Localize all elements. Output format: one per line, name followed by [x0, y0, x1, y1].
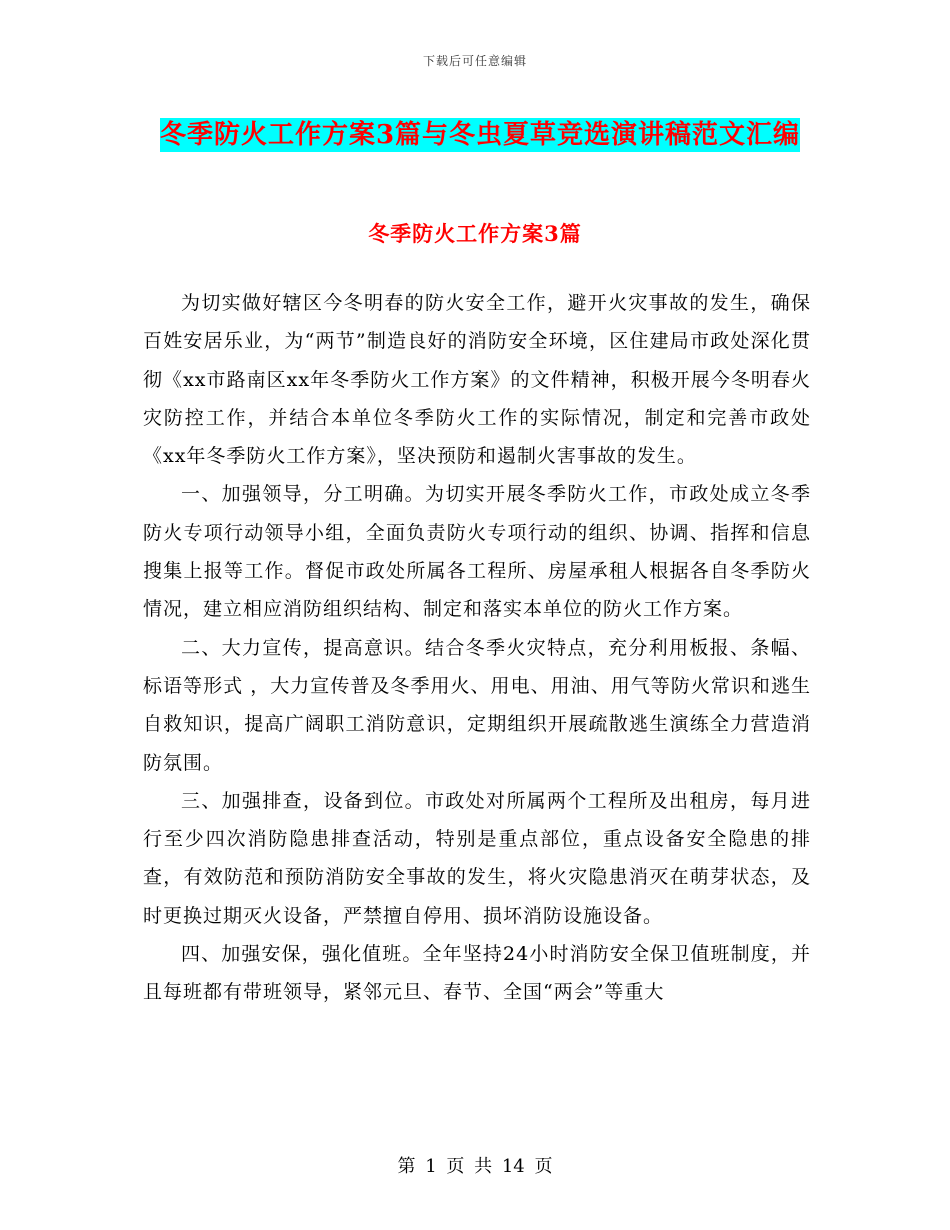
page-footer: 第 1 页 共 14 页: [397, 1156, 553, 1177]
paragraph-intro: 为切实做好辖区今冬明春的防火安全工作，避开火灾事故的发生，确保百姓安居乐业，为“两节”制造良好的消防安全环境，区住建局市政处深化贯彻《xx市路南区xx年冬季防火工作方案》的文件精神，积极开展今冬明春火灾防控工作，并结合本单位冬季防火工作的实际情况，制定和完善市政处《xx年冬季防火工作方案》，坚决预防和遏制火害事故的发生。: [143, 292, 811, 468]
paragraph-1: 一、加强领导，分工明确。为切实开展冬季防火工作，市政处成立冬季防火专项行动领导小组，全面负责防火专项行动的组织、协调、指挥和信息搜集上报等工作。督促市政处所属各工程所、房屋承租人根据各自冬季防火情况，建立相应消防组织结构、制定和落实本单位的防火工作方案。: [143, 483, 811, 621]
paragraph-3: 三、加强排查，设备到位。市政处对所属两个工程所及出租房，每月进行至少四次消防隐患排查活动，特别是重点部位，重点设备安全隐患的排查，有效防范和预防消防安全事故的发生，将火灾隐患消灭在萌芽状态，及时更换过期灭火设备，严禁擅自停用、损坏消防设施设备。: [143, 789, 811, 927]
document-title: [120, 110, 840, 160]
paragraph-2: 二、大力宣传，提高意识。结合冬季火灾特点，充分利用板报、条幅、标语等形式 ，大力宣传普及冬季用火、用电、用油、用气等防火常识和逃生自救知识，提高广阔职工消防意识，定期组织开展疏散逃生演练全力营造消防氛围。: [143, 636, 811, 774]
document-title-text: 冬季防火工作方案3篇与冬虫夏草竞选演讲稿范文汇编: [159, 120, 801, 150]
paragraph-4: 四、加强安保，强化值班。全年坚持24小时消防安全保卫值班制度，并且每班都有带班领导，紧邻元旦、春节、全国“两会”等重大: [143, 943, 811, 1004]
section-title: 冬季防火工作方案3篇: [368, 221, 582, 246]
document-body: [143, 284, 811, 1012]
header-note: 下载后可任意编辑: [422, 54, 527, 68]
